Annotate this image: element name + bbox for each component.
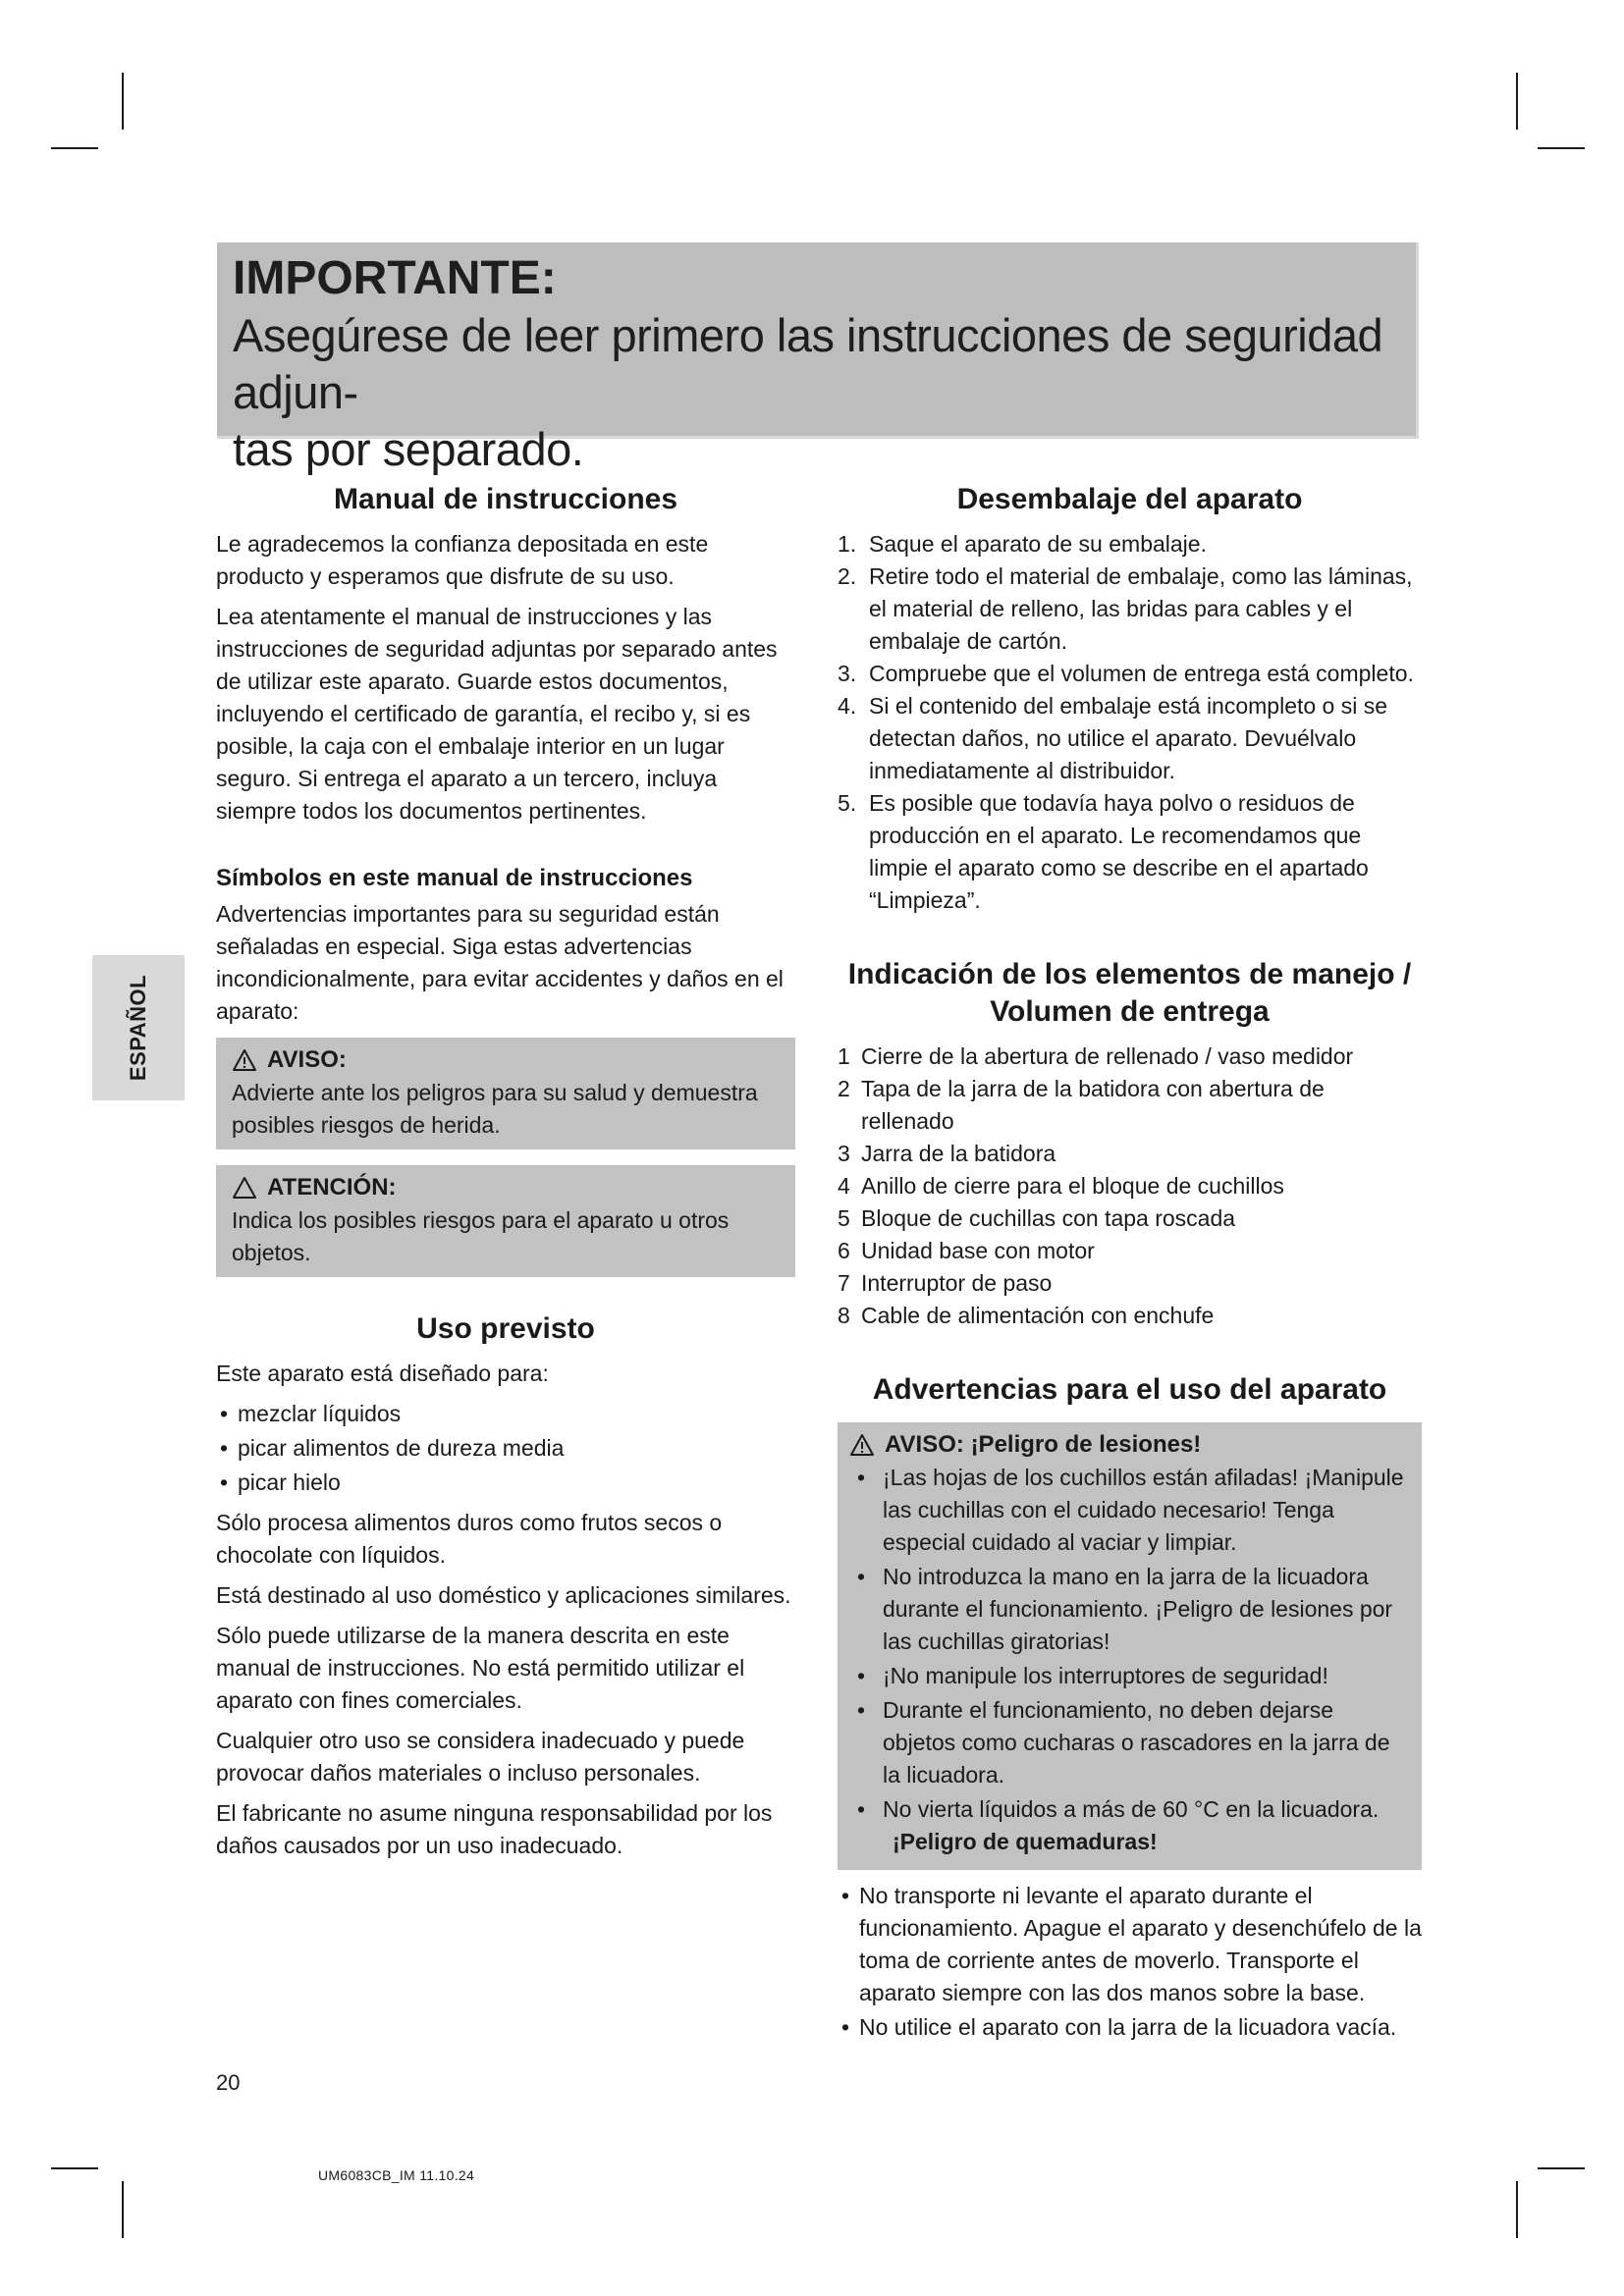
elementos-heading-line2: Volumen de entrega	[990, 995, 1270, 1028]
list-item: • No utilice el aparato con la jarra de la licuadora vacía.	[838, 2011, 1422, 2044]
uso-paragraph-2: Está destinado al uso doméstico y aplicaciones similares.	[216, 1582, 791, 1608]
list-item	[838, 690, 1422, 787]
list-item	[838, 787, 1422, 917]
right-column	[838, 481, 1422, 2052]
crop-mark	[1516, 73, 1518, 130]
banner-text-line2: tas por separado.	[233, 423, 584, 475]
list-item: • Durante el funcionamiento, no deben dejarse objetos como cucharas o rascadores en la jarra de la licuadora.	[849, 1694, 1410, 1791]
step-text: Saque el aparato de su embalaje.	[869, 531, 1207, 557]
elementos-heading-line1: Indicación de los elementos de manejo /	[847, 958, 1412, 990]
box-last-text: No vierta líquidos a más de 60 °C en la licuadora.	[883, 1796, 1380, 1822]
part-text: Anillo de cierre para el bloque de cuchillos	[861, 1173, 1284, 1199]
aviso-header	[232, 1043, 780, 1077]
aviso-box	[216, 1038, 795, 1149]
desembalaje-steps	[838, 528, 1422, 917]
part-number: 1	[838, 1043, 850, 1069]
list-item	[849, 1793, 1410, 1858]
part-number: 8	[838, 1303, 850, 1328]
banner-title: IMPORTANTE:	[233, 252, 557, 304]
list-item	[838, 528, 1422, 561]
advertencias-box-list	[849, 1462, 1410, 1858]
manual-paragraph-1: Le agradecemos la confianza depositada en este producto y esperamos que disfrute de su uso.	[216, 531, 709, 589]
page-number: 20	[216, 2070, 241, 2095]
step-number: 5.	[838, 790, 857, 816]
atencion-text: Indica los posibles riesgos para el aparato u otros objetos.	[232, 1207, 730, 1265]
list-item: • No introduzca la mano en la jarra de la licuadora durante el funcionamiento. ¡Peligro de lesiones por las cuchillas giratorias!	[849, 1561, 1410, 1658]
part-text: Cierre de la abertura de rellenado / vaso medidor	[861, 1043, 1354, 1069]
part-text: Interruptor de paso	[861, 1270, 1053, 1296]
part-number: 7	[838, 1270, 850, 1296]
uso-bullet-list	[216, 1398, 795, 1499]
aviso-text: Advierte ante los peligros para su salud y demuestra posibles riesgos de herida.	[232, 1080, 758, 1138]
manual-heading: Manual de instrucciones	[333, 483, 678, 515]
step-text: Compruebe que el volumen de entrega está completo.	[869, 661, 1414, 686]
atencion-box	[216, 1165, 795, 1277]
part-number: 5	[838, 1205, 850, 1231]
uso-paragraph-3: Sólo puede utilizarse de la manera descrita en este manual de instrucciones. No está permitido utilizar el aparato con fines comerciales.	[216, 1623, 745, 1713]
important-banner	[217, 242, 1419, 475]
advertencias-heading: Advertencias para el uso del aparato	[872, 1373, 1387, 1406]
crop-mark	[51, 2167, 98, 2169]
list-item	[838, 1235, 1422, 1267]
list-item	[838, 1073, 1422, 1138]
step-number: 4.	[838, 693, 857, 719]
part-number: 3	[838, 1141, 850, 1166]
warning-triangle-icon	[232, 1048, 257, 1072]
crop-mark	[1538, 147, 1585, 149]
symbols-heading: Símbolos en este manual de instrucciones	[216, 865, 693, 891]
list-item: • No transporte ni levante el aparato durante el funcionamiento. Apague el aparato y desenchúfelo de la toma de corriente antes de moverlo. Transporte el aparato siempre con las dos manos sobre la base.	[838, 1880, 1422, 2009]
part-text: Tapa de la jarra de la batidora con abertura de rellenado	[861, 1076, 1325, 1134]
burn-danger-text: ¡Peligro de quemaduras!	[893, 1829, 1158, 1854]
advertencias-aviso-box	[838, 1422, 1422, 1870]
list-item: • ¡Las hojas de los cuchillos están afiladas! ¡Manipule las cuchillas con el cuidado necesario! Tenga especial cuidado al vaciar y limpiar.	[849, 1462, 1410, 1559]
part-number: 4	[838, 1173, 850, 1199]
step-number: 1.	[838, 531, 857, 557]
part-text: Bloque de cuchillas con tapa roscada	[861, 1205, 1236, 1231]
uso-intro: Este aparato está diseñado para:	[216, 1361, 549, 1386]
part-number: 2	[838, 1076, 850, 1101]
list-item	[838, 1300, 1422, 1332]
advertencias-aviso-header	[849, 1428, 1410, 1462]
left-column	[216, 481, 795, 1870]
atencion-header	[232, 1171, 780, 1204]
uso-paragraph-1: Sólo procesa alimentos duros como frutos secos o chocolate con líquidos.	[216, 1510, 723, 1568]
uso-heading: Uso previsto	[416, 1312, 595, 1345]
step-number: 2.	[838, 563, 857, 589]
step-text: Retire todo el material de embalaje, como las láminas, el material de relleno, las bridas para cables y el embalaje de cartón.	[869, 563, 1413, 654]
step-text: Es posible que todavía haya polvo o residuos de producción en el aparato. Le recomendamos que limpie el aparato como se describe en el apartado “Limpieza”.	[869, 790, 1369, 913]
list-item: • picar hielo	[216, 1467, 795, 1499]
list-item	[838, 658, 1422, 690]
language-tab	[92, 955, 185, 1100]
crop-mark	[1538, 2167, 1585, 2169]
advertencias-list	[838, 1880, 1422, 2044]
advertencias-aviso-title: AVISO: ¡Peligro de lesiones!	[885, 1431, 1202, 1458]
list-item	[838, 1267, 1422, 1300]
crop-mark	[51, 147, 98, 149]
part-text: Unidad base con motor	[861, 1238, 1095, 1263]
list-item	[838, 1138, 1422, 1170]
symbols-paragraph: Advertencias importantes para su seguridad están señaladas en especial. Siga estas advertencias incondicionalmente, para evitar accidentes y daños en el aparato:	[216, 901, 784, 1024]
footer-code: UM6083CB_IM 11.10.24	[318, 2167, 475, 2183]
warning-triangle-icon	[232, 1176, 257, 1200]
crop-mark	[122, 2181, 124, 2238]
elementos-list	[838, 1041, 1422, 1332]
crop-mark	[1516, 2181, 1518, 2238]
list-item	[838, 561, 1422, 658]
part-text: Jarra de la batidora	[861, 1141, 1056, 1166]
language-tab-label: ESPAÑOL	[126, 974, 150, 1082]
list-item	[838, 1041, 1422, 1073]
uso-paragraph-5: El fabricante no asume ninguna responsabilidad por los daños causados por un uso inadecuado.	[216, 1800, 773, 1858]
step-number: 3.	[838, 661, 857, 686]
manual-paragraph-2: Lea atentamente el manual de instrucciones y las instrucciones de seguridad adjuntas por separado antes de utilizar este aparato. Guarde estos documentos, incluyendo el certificado de garantía, el recibo y, si es posible, la caja con el embalaje interior en un lugar seguro. Si entrega el aparato a un tercero, incluya siempre todos los documentos pertinentes.	[216, 604, 778, 824]
step-text: Si el contenido del embalaje está incompleto o si se detectan daños, no utilice el aparato. Devuélvalo inmediatamente al distribuidor.	[869, 693, 1388, 783]
warning-triangle-icon	[849, 1433, 875, 1457]
banner-text-line1: Asegúrese de leer primero las instrucciones de seguridad adjun-	[233, 309, 1383, 418]
list-item	[838, 1202, 1422, 1235]
desembalaje-heading: Desembalaje del aparato	[956, 483, 1303, 515]
part-text: Cable de alimentación con enchufe	[861, 1303, 1215, 1328]
list-item: • ¡No manipule los interruptores de seguridad!	[849, 1660, 1410, 1692]
uso-paragraph-4: Cualquier otro uso se considera inadecuado y puede provocar daños materiales o incluso personales.	[216, 1728, 745, 1786]
crop-mark	[122, 73, 124, 130]
aviso-title: AVISO:	[267, 1046, 347, 1073]
atencion-title: ATENCIÓN:	[267, 1174, 397, 1201]
list-item: • picar alimentos de dureza media	[216, 1432, 795, 1465]
list-item: • mezclar líquidos	[216, 1398, 795, 1430]
list-item	[838, 1170, 1422, 1202]
part-number: 6	[838, 1238, 850, 1263]
